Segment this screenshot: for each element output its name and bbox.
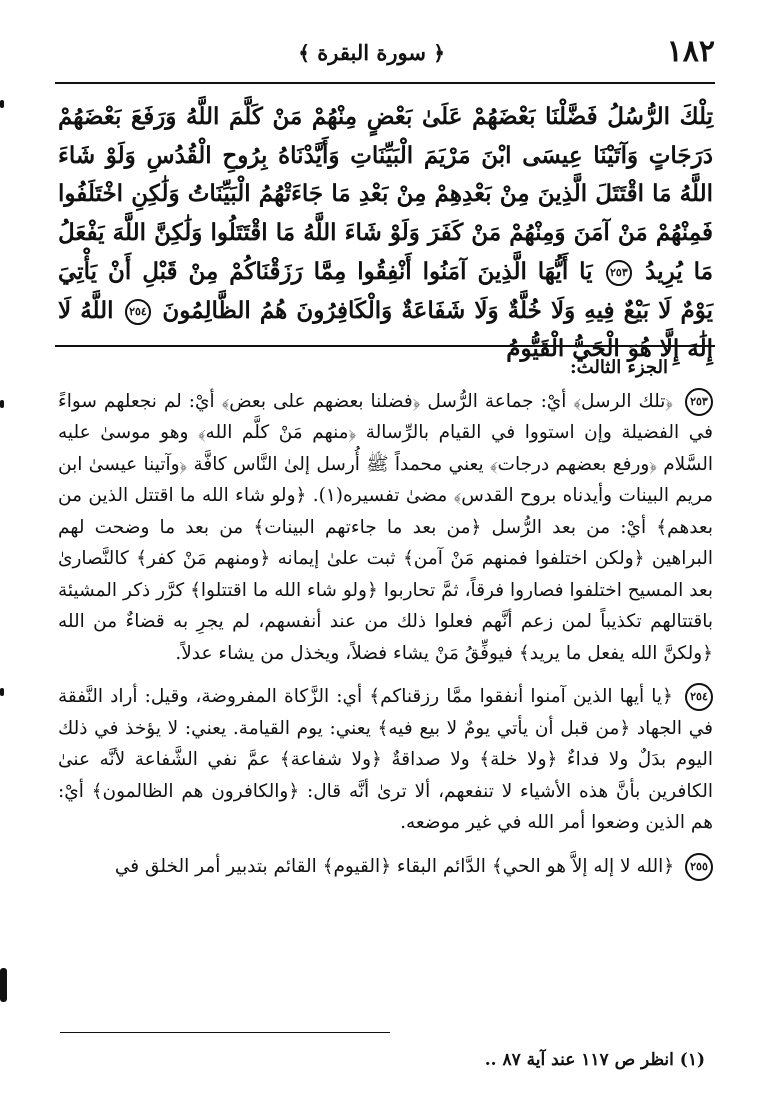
surah-title: سورة البقرة [317,40,426,65]
surah-title-group [298,40,445,65]
ornament-close: ﴾ [298,41,310,65]
page-number: ١٨٢ [666,34,715,69]
verse-number-253: ٢٥٣ [606,260,632,286]
entry-text-254: ﴿يا أيها الذين آمنوا أنفقوا ممَّا رزقناكم﴾ أي: الزَّكاة المفروضة، وقيل: أراد النَّفقة في الجهاد ﴿من قبل أن يأتي يومٌ لا بيع فيه﴾ يعني: يوم القيامة. يعني: لا يؤخذ في ذلك اليوم بدَلٌ ولا فداءٌ ﴿ولا خلة﴾ ولا صداقةٌ ﴿ولا شفاعة﴾ عمَّ نفي الشَّفاعة لأنَّه عنىٰ الكافرين بأنَّ هذه الأشياء لا تنفعهم، ألا ترىٰ أنَّه قال: ﴿والكافرون هم الظالمون﴾ أيْ: هم الذين وضعوا أمر الله في غير موضعه. [58,686,713,833]
part-heading: الجزء الثالث: [570,357,668,378]
commentary-entry-253 [58,386,713,670]
entry-number-255: ٢٥٥ [685,853,713,881]
section-divider [55,345,715,347]
margin-mark [0,688,4,696]
verse-255: اللَّهُ لَا إِلَٰهَ إِلَّا هُوَ الْحَيُّ الْقَيُّومُ [58,296,713,363]
footnote-marker: (١) [679,1050,705,1070]
entry-number-253: ٢٥٣ [685,388,713,416]
margin-mark [0,100,4,108]
commentary-entry-255 [58,851,713,883]
header-divider [55,82,715,84]
quran-verses [58,98,714,363]
margin-mark [0,400,4,408]
entry-text-253: ﴿تلك الرسل﴾ أيْ: جماعة الرُّسل ﴿فضلنا بعضهم على بعض﴾ أيْ: لم نجعلهم سواءً في الفضيلة وإن استووا في القيام بالرِّسالة ﴿منهم مَنْ كلَّم الله﴾ وهو موسىٰ عليه السَّلام ﴿ورفع بعضهم درجات﴾ يعني محمداً ﷺ أُرسل إلىٰ النَّاس كافَّة ﴿وآتينا عيسىٰ ابن مريم البينات وأيدناه بروح القدس﴾ مضىٰ تفسيره(١). ﴿ولو شاء الله ما اقتتل الذين من بعدهم﴾ أيْ: من بعد الرُّسل ﴿من بعد ما جاءتهم البينات﴾ من بعد ما وضحت لهم البراهين ﴿ولكن اختلفوا فمنهم مَنْ آمن﴾ ثبت علىٰ إيمانه ﴿ومنهم مَنْ كفر﴾ كالنَّصارىٰ بعد المسيح اختلفوا فصاروا فرقاً، ثمَّ تحاربوا ﴿ولو شاء الله ما اقتتلوا﴾ كرَّر ذكر المشيئة باقتتالهم تكذيباً لمن زعم أنَّهم فعلوا ذلك من عند أنفسهم، لم يجرِ به قضاءٌ من الله ﴿ولكنَّ الله يفعل ما يريد﴾ فيوفِّقُ مَنْ يشاء فضلاً، ويخذل من يشاء عدلاً. [58,390,713,664]
margin-mark [0,968,7,1002]
footnote-text: انظر ص ١١٧ عند آية ٨٧ .. [484,1050,674,1070]
footnote [485,1050,705,1070]
verse-number-254: ٢٥٤ [125,299,151,325]
commentary [58,352,713,922]
footnote-divider [60,1032,390,1033]
page-header [55,30,715,80]
commentary-entry-254 [58,681,713,839]
verse-254: يَا أَيُّهَا الَّذِينَ آمَنُوا أَنْفِقُوا مِمَّا رَزَقْنَاكُمْ مِنْ قَبْلِ أَنْ يَأْتِيَ يَوْمٌ لَا بَيْعٌ فِيهِ وَلَا خُلَّةٌ وَلَا شَفَاعَةٌ وَالْكَافِرُونَ هُمُ الظَّالِمُونَ [58,257,714,324]
entry-number-254: ٢٥٤ [685,683,713,711]
ornament-open: ﴿ [433,41,445,65]
verse-253: تِلْكَ الرُّسُلُ فَضَّلْنَا بَعْضَهُمْ عَلَىٰ بَعْضٍ مِنْهُمْ مَنْ كَلَّمَ اللَّهُ وَرَفَعَ بَعْضَهُمْ دَرَجَاتٍ وَآتَيْنَا عِيسَى ابْنَ مَرْيَمَ الْبَيِّنَاتِ وَأَيَّدْنَاهُ بِرُوحِ الْقُدُسِ وَلَوْ شَاءَ اللَّهُ مَا اقْتَتَلَ الَّذِينَ مِنْ بَعْدِهِمْ مِنْ بَعْدِ مَا جَاءَتْهُمُ الْبَيِّنَاتُ وَلَٰكِنِ اخْتَلَفُوا فَمِنْهُمْ مَنْ آمَنَ وَمِنْهُمْ مَنْ كَفَرَ وَلَوْ شَاءَ اللَّهُ مَا اقْتَتَلُوا وَلَٰكِنَّ اللَّهَ يَفْعَلُ مَا يُرِيدُ [58,103,714,285]
entry-text-255: ﴿الله لا إله إلاَّ هو الحي﴾ الدَّائم البقاء ﴿القيوم﴾ القائم بتدبير أمر الخلق في [114,855,675,877]
